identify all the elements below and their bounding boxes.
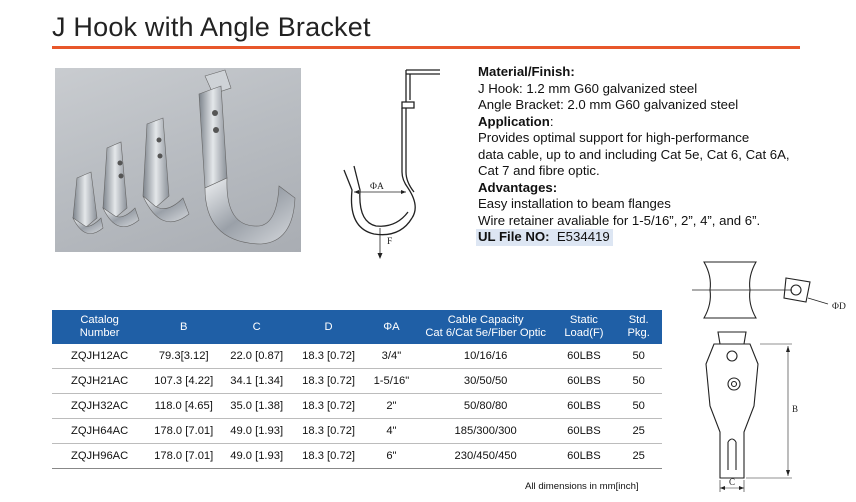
cell-c: 22.0 [0.87] bbox=[220, 344, 293, 369]
cell-d: 18.3 [0.72] bbox=[293, 419, 364, 444]
cell-catalog: ZQJH12AC bbox=[52, 344, 147, 369]
cell-phi-a: 6" bbox=[364, 444, 419, 469]
cell-phi-a: 3/4" bbox=[364, 344, 419, 369]
page-title: J Hook with Angle Bracket bbox=[52, 12, 371, 42]
header-b: B bbox=[147, 310, 220, 344]
bracket-drawing bbox=[688, 256, 856, 497]
cell-b: 79.3[3.12] bbox=[147, 344, 220, 369]
j-hook-drawing bbox=[330, 62, 440, 262]
cell-c: 49.0 [1.93] bbox=[220, 444, 293, 469]
application-line-3: Cat 7 and fibre optic. bbox=[478, 163, 600, 178]
cell-load: 60LBS bbox=[553, 369, 616, 394]
application-line-2: data cable, up to and including Cat 5e, Cat 6, Cat 6A, bbox=[478, 146, 790, 162]
table-row bbox=[52, 419, 662, 444]
ul-file bbox=[476, 229, 613, 246]
advantages-line-2: Wire retainer avaliable for 1-5/16”, 2”, 4”, and 6”. bbox=[478, 212, 761, 228]
cell-b: 178.0 [7.01] bbox=[147, 419, 220, 444]
table-row bbox=[52, 444, 662, 469]
cell-pkg: 25 bbox=[615, 444, 662, 469]
ul-value: E534419 bbox=[556, 229, 610, 244]
header-catalog-l2: Number bbox=[79, 327, 120, 339]
product-photo bbox=[55, 68, 301, 252]
cell-d: 18.3 [0.72] bbox=[293, 369, 364, 394]
header-catalog bbox=[52, 310, 147, 344]
cell-pkg: 25 bbox=[615, 419, 662, 444]
header-catalog-l1: Catalog bbox=[80, 314, 119, 326]
cell-pkg: 50 bbox=[615, 344, 662, 369]
cell-pkg: 50 bbox=[615, 394, 662, 419]
header-std-l2: Pkg. bbox=[627, 327, 650, 339]
header-c: C bbox=[220, 310, 293, 344]
cell-load: 60LBS bbox=[553, 344, 616, 369]
table-row bbox=[52, 344, 662, 369]
cell-catalog: ZQJH96AC bbox=[52, 444, 147, 469]
cell-pkg: 50 bbox=[615, 369, 662, 394]
dia-d-label: ΦD bbox=[832, 302, 846, 312]
cell-phi-a: 4" bbox=[364, 419, 419, 444]
cell-b: 107.3 [4.22] bbox=[147, 369, 220, 394]
cell-catalog: ZQJH32AC bbox=[52, 394, 147, 419]
cell-catalog: ZQJH64AC bbox=[52, 419, 147, 444]
header-cable-capacity bbox=[419, 310, 553, 344]
cell-load: 60LBS bbox=[553, 444, 616, 469]
material-heading: Material/Finish: bbox=[478, 64, 575, 79]
table-row bbox=[52, 369, 662, 394]
force-label: F bbox=[387, 237, 393, 247]
cell-c: 34.1 [1.34] bbox=[220, 369, 293, 394]
header-std-l1: Std. bbox=[628, 314, 649, 326]
table-footnote: All dimensions in mm[inch] bbox=[525, 481, 639, 492]
specs-block bbox=[478, 64, 848, 246]
dim-b-label: B bbox=[792, 404, 799, 414]
cell-d: 18.3 [0.72] bbox=[293, 344, 364, 369]
cell-b: 178.0 [7.01] bbox=[147, 444, 220, 469]
table-header-row bbox=[52, 310, 662, 344]
dim-c-label: C bbox=[729, 477, 736, 487]
spec-table bbox=[52, 310, 662, 469]
header-d: D bbox=[293, 310, 364, 344]
application-heading-row bbox=[478, 114, 848, 131]
cell-load: 60LBS bbox=[553, 394, 616, 419]
header-cable-l1: Cable Capacity bbox=[447, 314, 524, 326]
application-heading: Application bbox=[478, 113, 550, 129]
cell-phi-a: 1-5/16" bbox=[364, 369, 419, 394]
cell-load: 60LBS bbox=[553, 419, 616, 444]
cell-capacity: 185/300/300 bbox=[419, 419, 553, 444]
material-line-2: Angle Bracket: 2.0 mm G60 galvanized steel bbox=[478, 97, 739, 112]
cell-b: 118.0 [4.65] bbox=[147, 394, 220, 419]
application-line-1: Provides optimal support for high-performance bbox=[478, 130, 750, 145]
title-underline bbox=[52, 46, 800, 49]
cell-capacity: 30/50/50 bbox=[419, 369, 553, 394]
header-static-l2: Load(F) bbox=[564, 327, 604, 339]
material-line-1: J Hook: 1.2 mm G60 galvanized steel bbox=[478, 80, 698, 96]
header-phi-a: ΦA bbox=[364, 310, 419, 344]
cell-c: 49.0 [1.93] bbox=[220, 419, 293, 444]
cell-c: 35.0 [1.38] bbox=[220, 394, 293, 419]
header-std-pkg bbox=[615, 310, 662, 344]
cell-d: 18.3 [0.72] bbox=[293, 444, 364, 469]
cell-d: 18.3 [0.72] bbox=[293, 394, 364, 419]
header-static-load bbox=[553, 310, 616, 344]
cell-capacity: 230/450/450 bbox=[419, 444, 553, 469]
header-cable-l2: Cat 6/Cat 5e/Fiber Optic bbox=[425, 327, 546, 339]
header-static-l1: Static bbox=[569, 314, 598, 326]
advantages-line-1: Easy installation to beam flanges bbox=[478, 196, 671, 211]
cell-catalog: ZQJH21AC bbox=[52, 369, 147, 394]
cell-phi-a: 2" bbox=[364, 394, 419, 419]
cell-capacity: 10/16/16 bbox=[419, 344, 553, 369]
cell-capacity: 50/80/80 bbox=[419, 394, 553, 419]
dia-a-label: ΦA bbox=[370, 182, 384, 192]
application-colon: : bbox=[549, 113, 554, 129]
advantages-heading: Advantages: bbox=[478, 179, 558, 195]
ul-label: UL File NO: bbox=[478, 229, 550, 244]
table-row bbox=[52, 394, 662, 419]
